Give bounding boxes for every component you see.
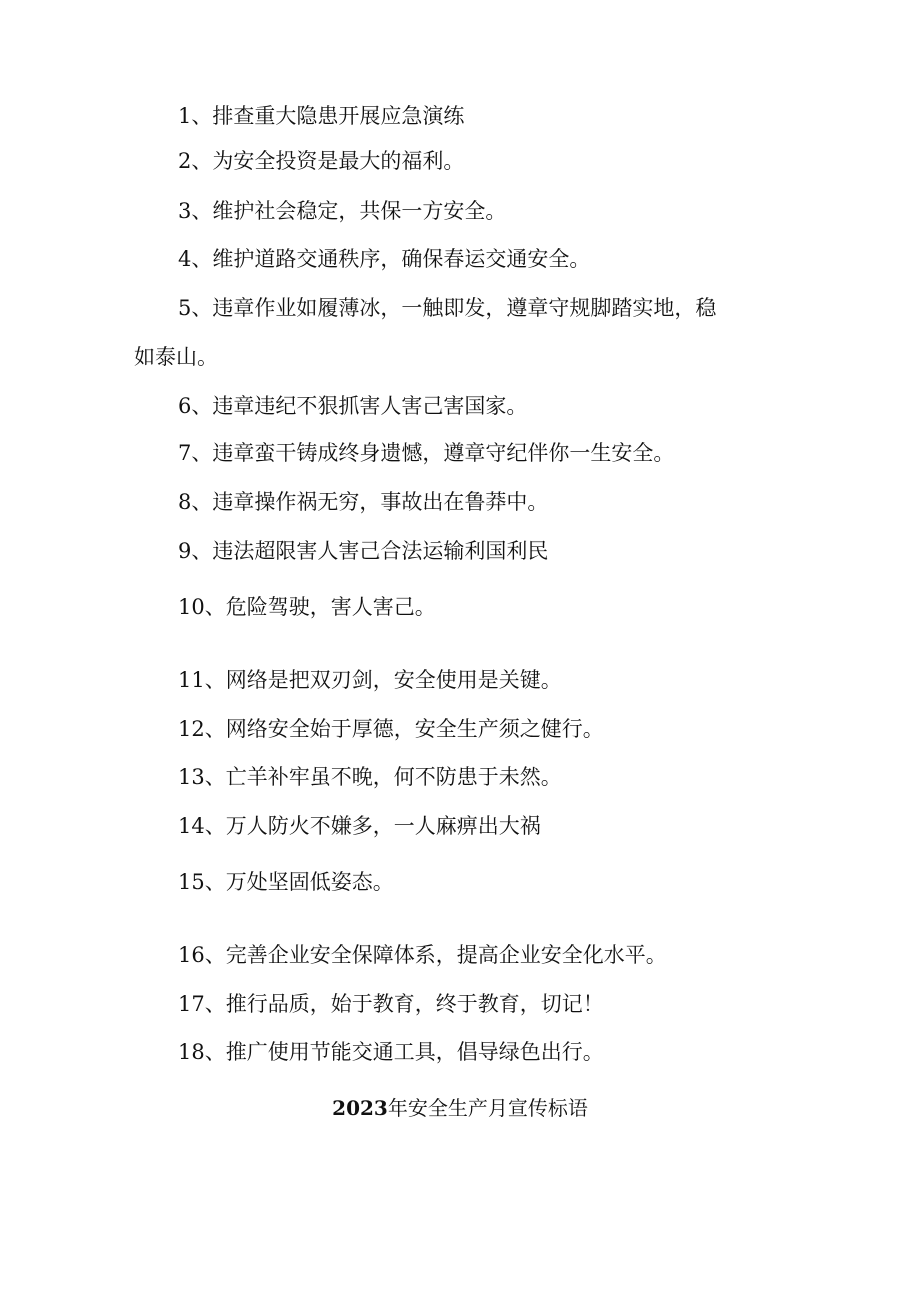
slogan-5: 5、违章作业如履薄冰，一触即发，遵章守规脚踏实地，稳 bbox=[178, 296, 717, 320]
slogan-5-continuation: 如泰山。 bbox=[134, 345, 218, 369]
slogan-7: 7、违章蛮干铸成终身遗憾，遵章守纪伴你一生安全。 bbox=[178, 441, 675, 465]
slogan-4: 4、维护道路交通秩序，确保春运交通安全。 bbox=[178, 247, 591, 271]
slogan-15: 15、万处坚固低姿态。 bbox=[178, 870, 394, 894]
slogan-14: 14、万人防火不嫌多，一人麻痹出大祸 bbox=[178, 814, 541, 838]
slogan-16: 16、完善企业安全保障体系，提高企业安全化水平。 bbox=[178, 943, 667, 967]
slogan-8: 8、违章操作祸无穷，事故出在鲁莽中。 bbox=[178, 490, 549, 514]
slogan-2: 2、为安全投资是最大的福利。 bbox=[178, 149, 465, 173]
slogan-9: 9、违法超限害人害己合法运输利国利民 bbox=[178, 539, 549, 563]
page-title bbox=[0, 1093, 920, 1123]
slogan-18: 18、推广使用节能交通工具，倡导绿色出行。 bbox=[178, 1040, 604, 1064]
title-text: 年安全生产月宣传标语 bbox=[387, 1096, 588, 1120]
slogan-1: 1、排查重大隐患开展应急演练 bbox=[178, 104, 465, 128]
slogan-10: 10、危险驾驶，害人害己。 bbox=[178, 595, 436, 619]
slogan-6: 6、违章违纪不狠抓害人害己害国家。 bbox=[178, 394, 528, 418]
slogan-11: 11、网络是把双刃剑，安全使用是关键。 bbox=[178, 668, 562, 692]
title-year: 2023 bbox=[332, 1096, 388, 1120]
slogan-13: 13、亡羊补牢虽不晚，何不防患于未然。 bbox=[178, 765, 562, 789]
slogan-17: 17、推行品质，始于教育，终于教育，切记！ bbox=[178, 992, 604, 1016]
slogan-3: 3、维护社会稳定，共保一方安全。 bbox=[178, 199, 507, 223]
slogan-12: 12、网络安全始于厚德，安全生产须之健行。 bbox=[178, 717, 604, 741]
